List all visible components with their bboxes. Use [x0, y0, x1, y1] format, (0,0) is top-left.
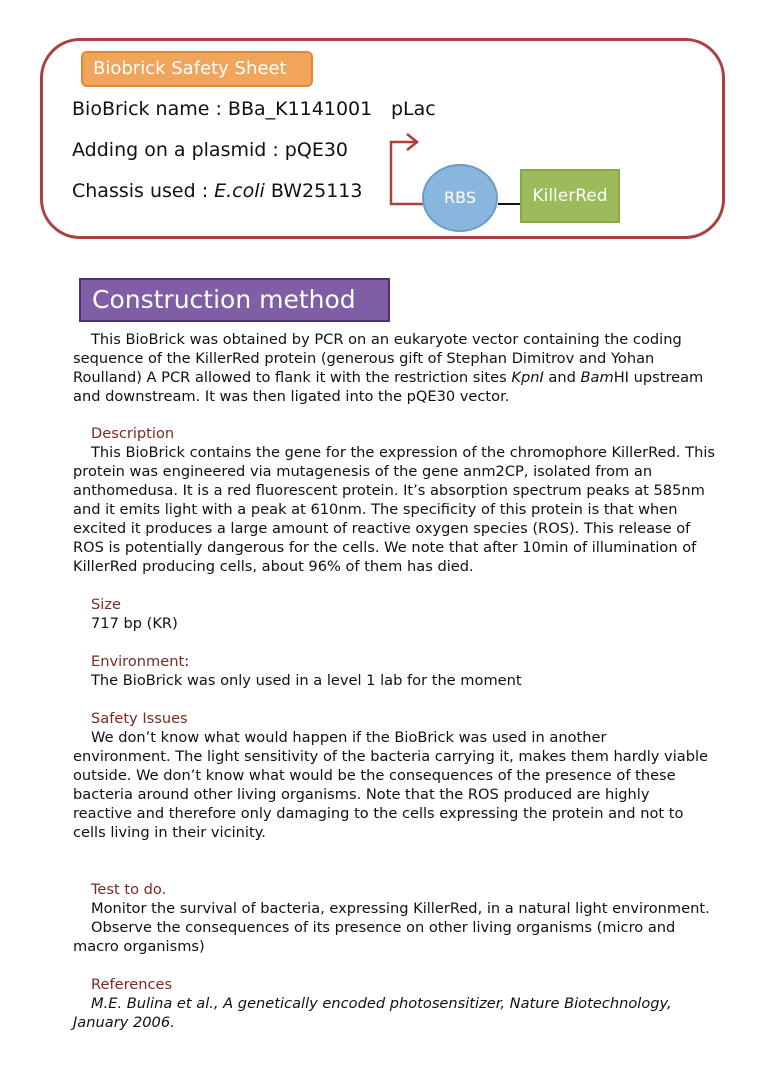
text-line: KillerRed producing cells, about 96% of them has died.	[73, 558, 474, 575]
promoter-arrow	[391, 142, 423, 204]
text-line: excited it produces a large amount of reactive oxygen species (ROS). This release of	[73, 520, 691, 537]
environment-label	[91, 652, 189, 671]
tests-label: Test to do.	[91, 881, 167, 898]
size-value: 717 bp (KR)	[91, 615, 178, 632]
plasmid-line: Adding on a plasmid : pQE30	[72, 139, 349, 161]
references-label: References	[91, 976, 173, 993]
text-line: macro organisms)	[73, 938, 205, 955]
text-line: Monitor the survival of bacteria, expressing KillerRed, in a natural light environment.	[91, 900, 710, 917]
text-line: This BioBrick was obtained by PCR on an eukaryote vector containing the coding	[91, 331, 682, 348]
description-label: Description	[91, 425, 175, 442]
text-line: and it emits light with a peak at 610nm. The specificity of this protein is that when	[73, 501, 678, 518]
killerred-gene-node: KillerRed	[520, 169, 620, 223]
kpni-site: KpnI	[511, 369, 544, 386]
text-line: outside. We don’t know what would be the consequences of the presence of these	[73, 767, 676, 784]
text-line: cells living in their vicinity.	[73, 824, 266, 841]
tests-paragraph	[73, 899, 710, 956]
size-label: Size	[91, 596, 121, 613]
text-line: M.E. Bulina et al., A genetically encoded photosensitizer, Nature Biotechnology,	[91, 995, 672, 1012]
text-line: January 2006.	[73, 1014, 175, 1031]
text-line	[73, 368, 703, 387]
text-segment: Roulland) A PCR allowed to flank it with the restriction sites	[73, 369, 512, 386]
references-paragraph	[73, 994, 672, 1032]
safety-label: Safety Issues	[91, 710, 188, 727]
text-line: bacteria around other living organisms. Note that the ROS produced are highly	[73, 786, 650, 803]
text-segment: and	[543, 369, 581, 386]
biobrick-name: BioBrick name : BBa_K1141001	[72, 98, 373, 120]
text-line: reactive and therefore only damaging to the cells expressing the protein and not to	[73, 805, 684, 822]
text-line: Observe the consequences of its presence on other living organisms (micro and	[91, 919, 676, 936]
text-line: and downstream. It was then ligated into the pQE30 vector.	[73, 388, 510, 405]
chassis-species: E.coli	[214, 180, 265, 202]
environment-value: The BioBrick was only used in a level 1 lab for the moment	[91, 672, 522, 689]
text-line: ROS is potentially dangerous for the cells. We note that after 10min of illumination of	[73, 539, 697, 556]
text-line: sequence of the KillerRed protein (generous gift of Stephan Dimitrov and Yohan	[73, 350, 655, 367]
chassis-prefix: Chassis used :	[72, 180, 215, 202]
text-segment: HI upstream	[613, 369, 704, 386]
environment-label-text: Environment	[91, 653, 185, 670]
text-line: protein was engineered via mutagenesis of the gene anm2CP, isolated from an	[73, 463, 653, 480]
promoter-label: pLac	[391, 98, 436, 120]
text-line: We don’t know what would happen if the BioBrick was used in another	[91, 729, 607, 746]
sheet-title-tab: Biobrick Safety Sheet	[81, 51, 313, 87]
text-line: environment. The light sensitivity of the bacteria carrying it, makes them hardly viable	[73, 748, 708, 765]
chassis-strain: BW25113	[264, 180, 363, 202]
text-line: This BioBrick contains the gene for the expression of the chromophore KillerRed. This	[91, 444, 715, 461]
bamhi-site: Bam	[580, 369, 614, 386]
text-line: anthomedusa. It is a red fluorescent protein. It’s absorption spectrum peaks at 585nm	[73, 482, 705, 499]
rbs-node: RBS	[422, 164, 498, 232]
description-paragraph	[73, 443, 715, 576]
environment-colon: :	[184, 653, 190, 670]
safety-paragraph	[73, 728, 708, 842]
construction-paragraph	[73, 330, 703, 406]
construct-diagram	[0, 0, 768, 260]
section-title-construction: Construction method	[79, 278, 390, 322]
